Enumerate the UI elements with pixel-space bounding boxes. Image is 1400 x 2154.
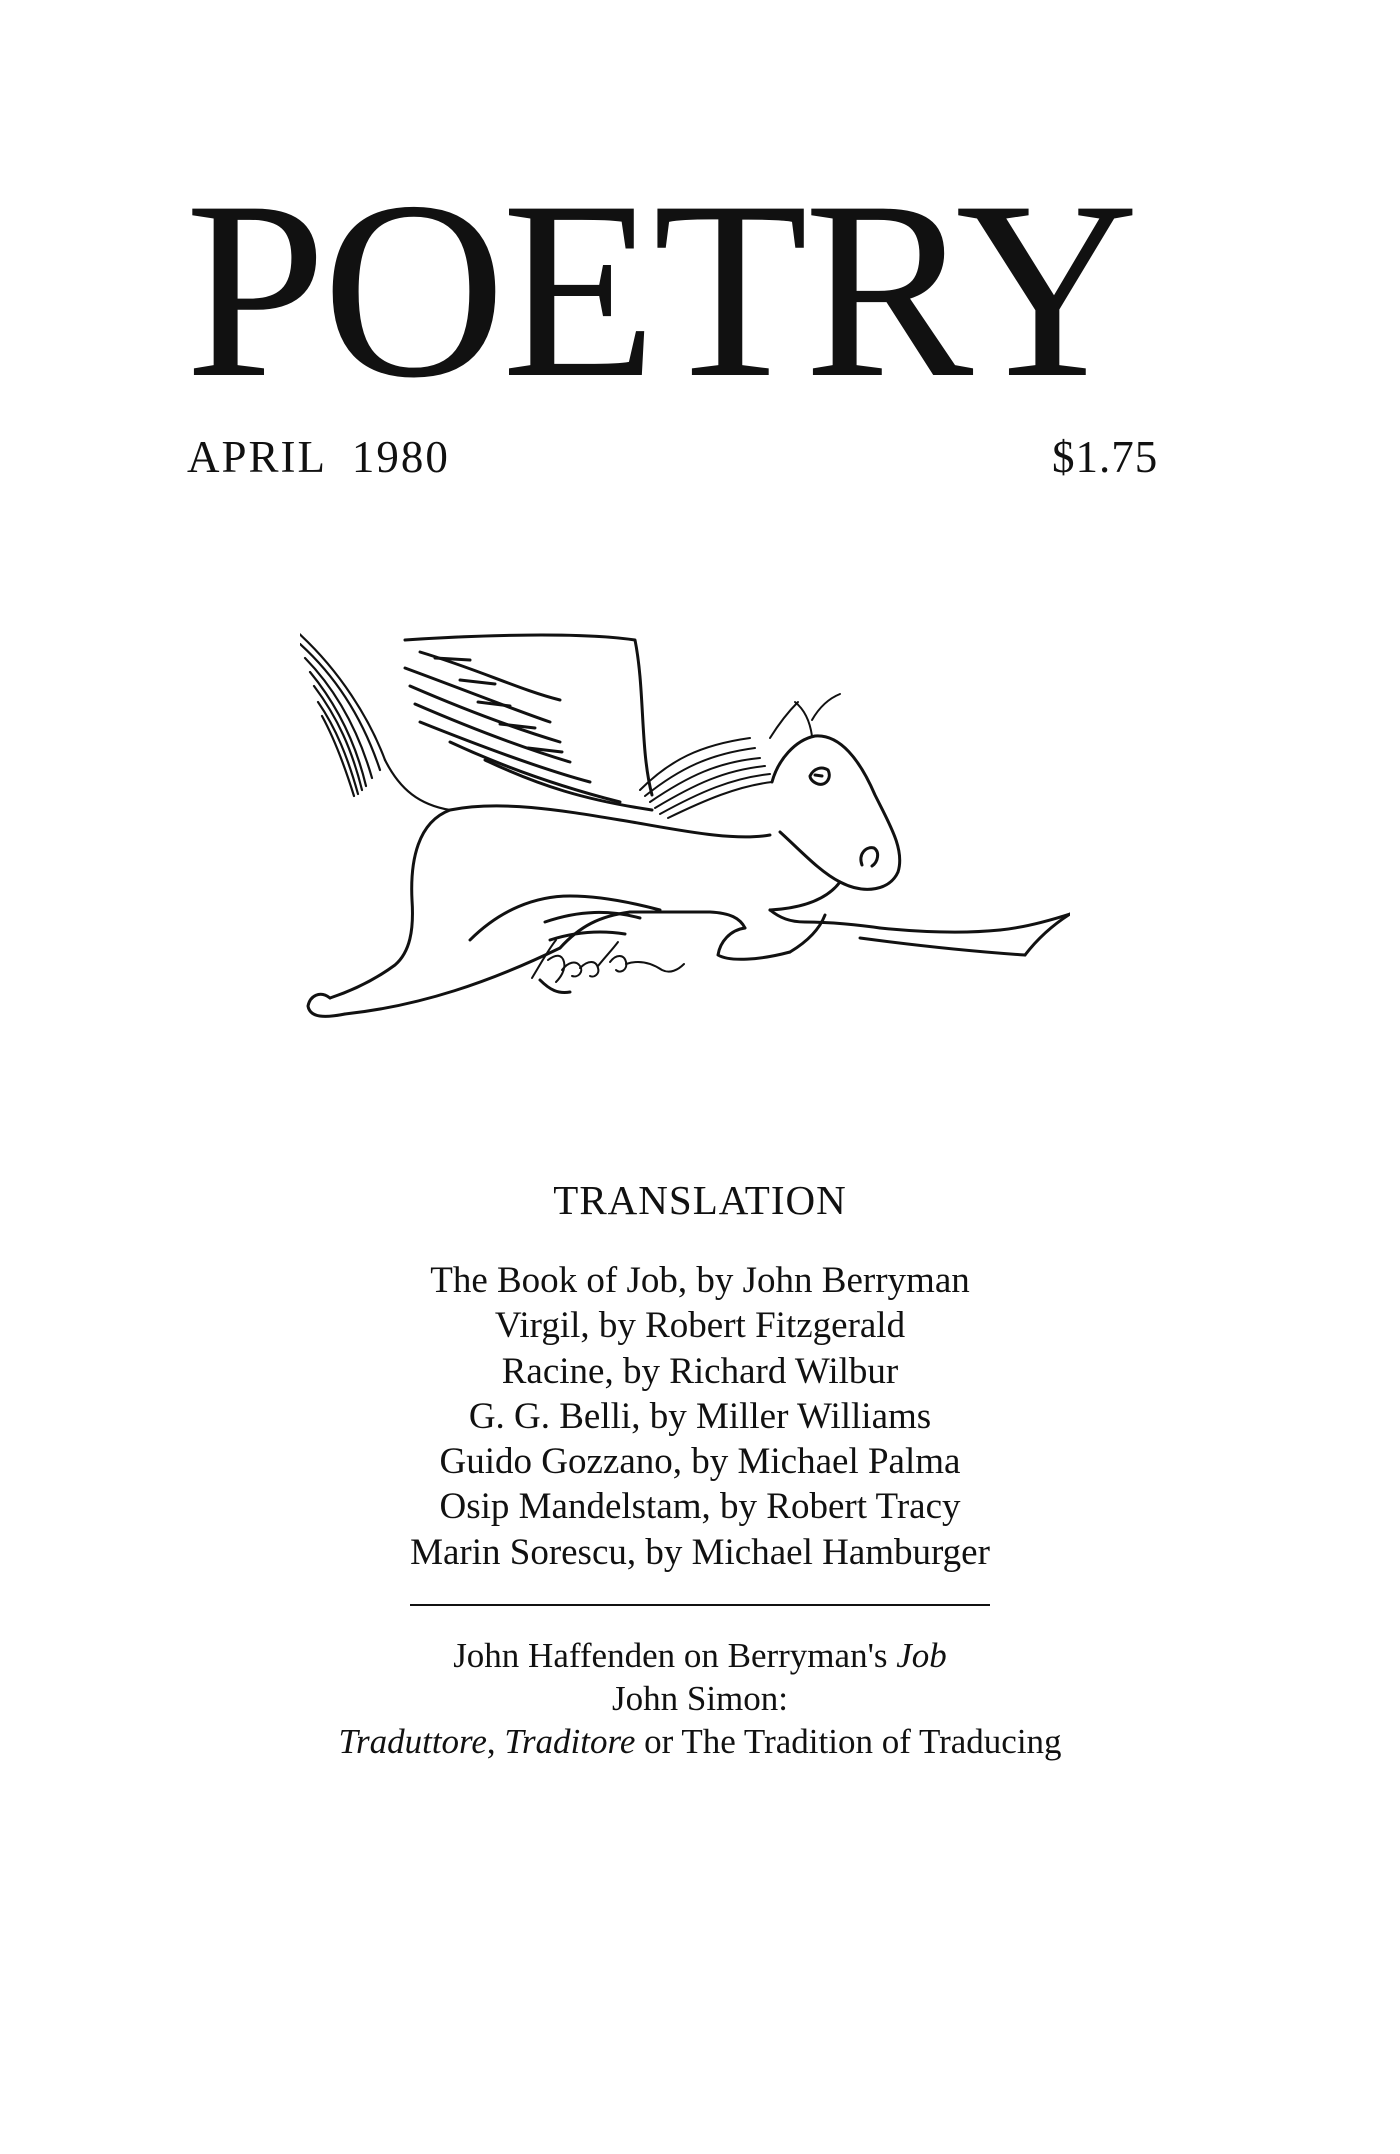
feature-haffenden [0,1634,1400,1677]
contents-item: Virgil, by Robert Fitzgerald [494,1305,906,1347]
magazine-title: POETRY [185,149,1135,430]
section-heading: TRANSLATION [553,1177,847,1223]
winged-horse-illustration [300,610,1070,1080]
contents-list [0,1258,1400,1575]
feature-simon-title-part-1: Traduttore [338,1722,487,1761]
contents-item: Marin Sorescu, by Michael Hamburger [410,1531,990,1573]
wing-icon [405,635,652,810]
horse-head-icon [770,736,900,910]
tail-icon [300,630,450,810]
contents-item: Osip Mandelstam, by Robert Tracy [439,1486,961,1528]
features-list [0,1634,1400,1763]
cover-price: $1.75 [1052,432,1159,482]
feature-simon-title [0,1720,1400,1763]
feature-simon-title-rest: or The Tradition of Traducing [635,1722,1062,1761]
artist-signature [532,940,684,982]
divider-rule [410,1604,990,1606]
feature-haffenden-text: John Haffenden on Berryman's [453,1636,897,1675]
horse-body-icon [308,806,1070,1017]
feature-simon-title-part-2: Traditore [504,1722,636,1761]
feature-haffenden-title: Job [896,1636,947,1675]
contents-item: The Book of Job, by John Berryman [430,1260,970,1301]
feature-simon-author: John Simon: [611,1679,788,1718]
feature-simon-comma: , [486,1722,505,1761]
contents-item: G. G. Belli, by Miller Williams [468,1395,932,1437]
contents-item: Guido Gozzano, by Michael Palma [439,1441,961,1483]
contents-item: Racine, by Richard Wilbur [501,1350,899,1392]
mane-icon [640,694,840,818]
issue-date: APRIL 1980 [187,432,450,482]
